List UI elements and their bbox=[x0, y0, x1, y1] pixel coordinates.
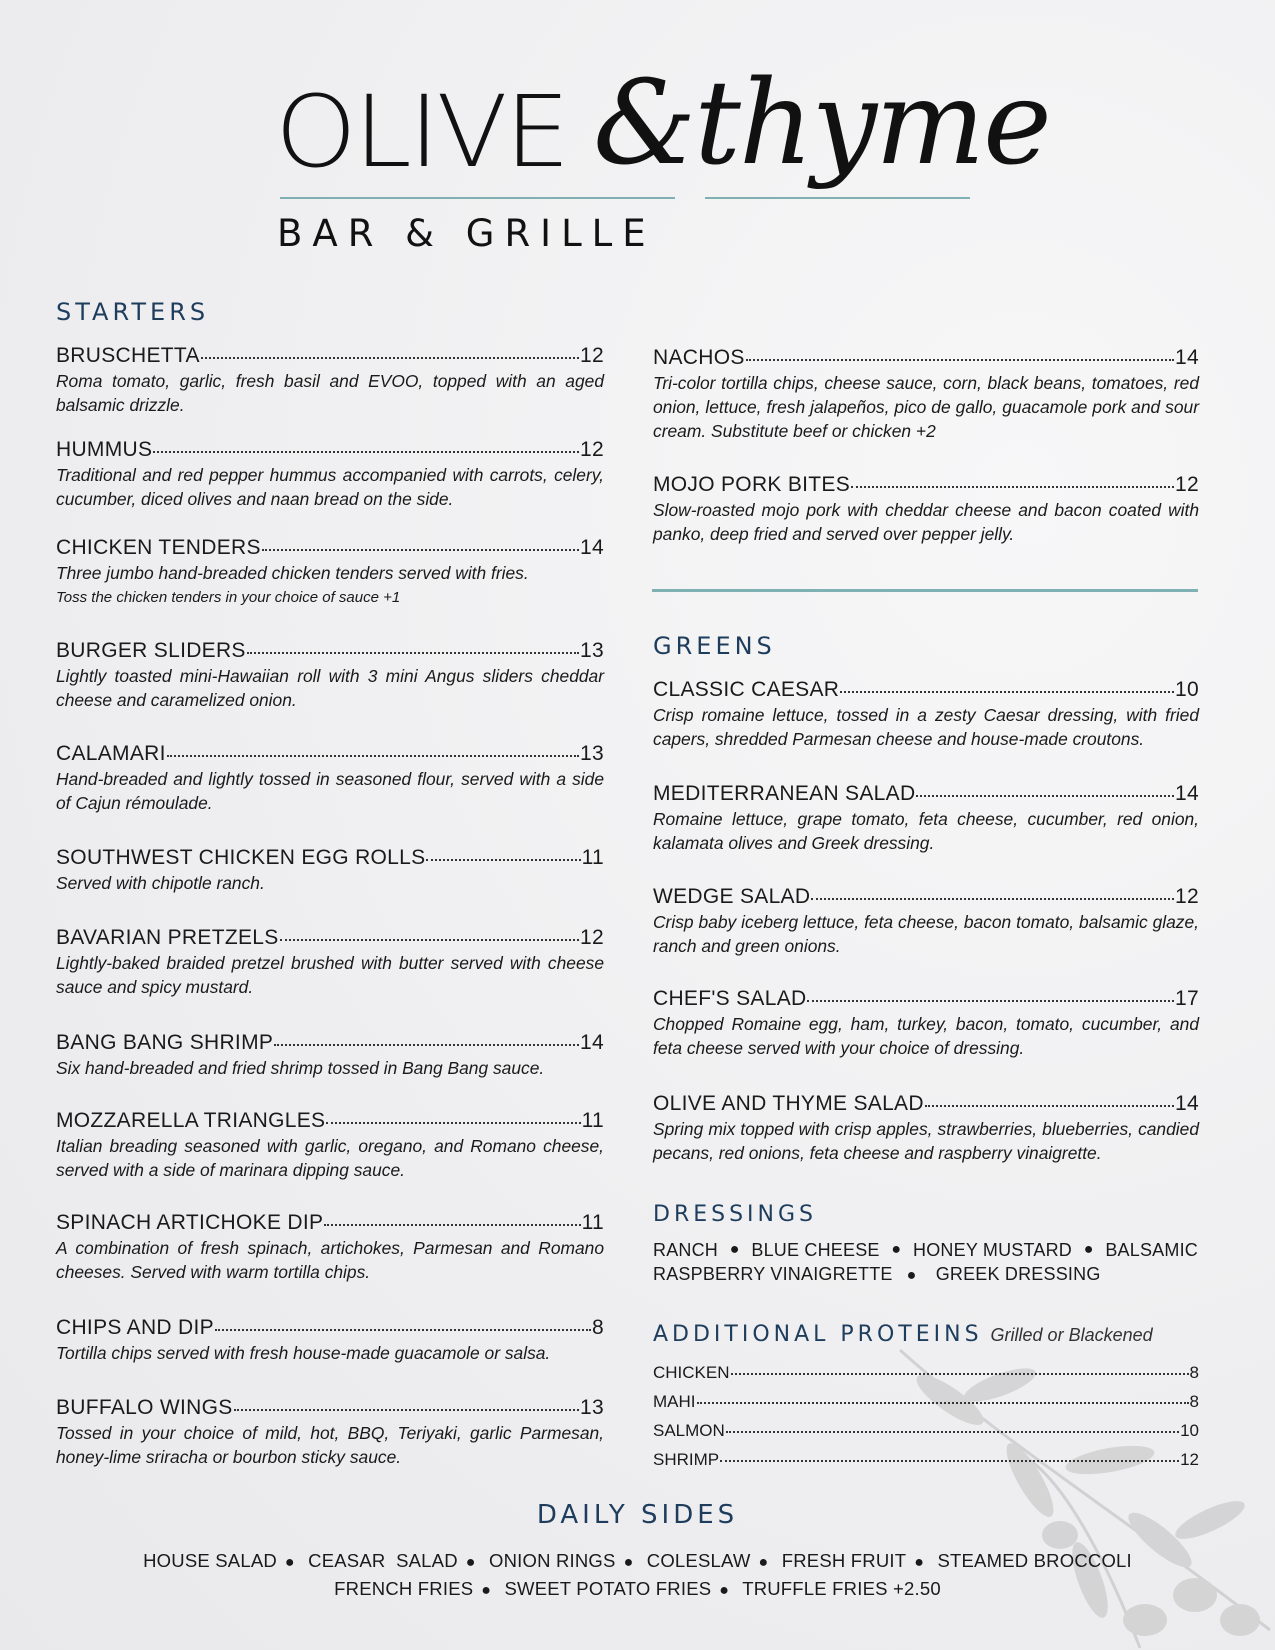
starters-heading: STARTERS bbox=[56, 298, 210, 326]
menu-item-bang-bang-shrimp bbox=[56, 1030, 604, 1080]
bullet-icon: ● bbox=[623, 1554, 634, 1571]
item-price: 8 bbox=[592, 1316, 604, 1339]
item-price: 14 bbox=[580, 536, 604, 559]
leader-dots bbox=[280, 939, 579, 941]
side-item: ONION RINGS bbox=[488, 1550, 616, 1571]
protein-price: 10 bbox=[1180, 1421, 1199, 1440]
dressings-line-2 bbox=[653, 1262, 1198, 1288]
item-description: Three jumbo hand-breaded chicken tenders served with fries. bbox=[56, 563, 529, 583]
leader-dots bbox=[731, 1373, 1189, 1375]
item-description: Lightly toasted mini-Hawaiian roll with 3 mini Angus sliders cheddar cheese and caramelized onion. bbox=[56, 666, 604, 710]
leader-dots bbox=[234, 1409, 579, 1411]
item-description: Traditional and red pepper hummus accompanied with carrots, celery, cucumber, diced olives and naan bread on the side. bbox=[56, 465, 604, 509]
item-note: Toss the chicken tenders in your choice of sauce +1 bbox=[56, 589, 401, 606]
leader-dots bbox=[201, 357, 579, 359]
item-price: 13 bbox=[580, 1396, 604, 1419]
leader-dots bbox=[720, 1460, 1179, 1462]
menu-item-chefs-salad bbox=[653, 986, 1199, 1060]
bullet-icon: ● bbox=[1083, 1241, 1094, 1258]
dressing-item: RANCH bbox=[653, 1240, 719, 1260]
leader-dots bbox=[851, 486, 1174, 488]
protein-price: 8 bbox=[1189, 1392, 1199, 1411]
protein-row bbox=[653, 1358, 1199, 1387]
dressing-item: BALSAMIC bbox=[1105, 1240, 1198, 1260]
menu-item-mojo-pork-bites bbox=[653, 472, 1199, 546]
logo-olive-text: OLIVE bbox=[275, 74, 568, 190]
item-name: CHEF'S SALAD bbox=[653, 987, 807, 1010]
proteins-list bbox=[653, 1358, 1199, 1474]
item-description: Tossed in your choice of mild, hot, BBQ, Teriyaki, garlic Parmesan, honey-lime sriracha or bourbon sticky sauce. bbox=[56, 1423, 604, 1467]
item-price: 13 bbox=[580, 742, 604, 765]
item-name: CALAMARI bbox=[56, 742, 166, 765]
protein-row bbox=[653, 1445, 1199, 1474]
item-name: BURGER SLIDERS bbox=[56, 639, 246, 662]
item-name: MEDITERRANEAN SALAD bbox=[653, 782, 916, 805]
logo-thyme-script: &thyme bbox=[593, 56, 1050, 191]
item-description: Served with chipotle ranch. bbox=[56, 873, 265, 893]
item-description: Hand-breaded and lightly tossed in seasoned flour, served with a side of Cajun rémoulade. bbox=[56, 769, 604, 813]
menu-item-buffalo-wings bbox=[56, 1395, 604, 1469]
leader-dots bbox=[274, 1044, 579, 1046]
item-description: Roma tomato, garlic, fresh basil and EVOO, topped with an aged balsamic drizzle. bbox=[56, 371, 604, 415]
bullet-icon: ● bbox=[481, 1582, 492, 1599]
protein-price: 8 bbox=[1189, 1363, 1199, 1382]
proteins-title: ADDITIONAL PROTEINS bbox=[653, 1322, 983, 1347]
item-description: Italian breading seasoned with garlic, oregano, and Romano cheese, served with a side of marinara dipping sauce. bbox=[56, 1136, 604, 1180]
leader-dots bbox=[324, 1224, 580, 1226]
item-price: 13 bbox=[580, 639, 604, 662]
menu-item-calamari bbox=[56, 741, 604, 815]
dressing-item: BLUE CHEESE bbox=[751, 1240, 880, 1260]
bullet-icon: ● bbox=[729, 1241, 740, 1258]
item-price: 11 bbox=[581, 1109, 604, 1132]
menu-item-hummus bbox=[56, 437, 604, 511]
item-name: HUMMUS bbox=[56, 438, 153, 461]
leader-dots bbox=[925, 1105, 1174, 1107]
item-description: Lightly-baked braided pretzel brushed with butter served with cheese sauce and spicy mustard. bbox=[56, 953, 604, 997]
bullet-icon: ● bbox=[719, 1582, 730, 1599]
item-price: 12 bbox=[580, 344, 604, 367]
leader-dots bbox=[746, 359, 1174, 361]
protein-name: MAHI bbox=[653, 1392, 696, 1411]
leader-dots bbox=[247, 652, 579, 654]
bullet-icon: ● bbox=[891, 1241, 902, 1258]
item-description: Tri-color tortilla chips, cheese sauce, corn, black beans, tomatoes, red onion, lettuce, fresh jalapeños, pico de gallo, guacamole pork and sour cream. Substitute beef or chicken +2 bbox=[653, 373, 1199, 441]
proteins-heading bbox=[653, 1322, 1153, 1347]
item-description: Crisp baby iceberg lettuce, feta cheese, bacon tomato, balsamic glaze, ranch and green onions. bbox=[653, 912, 1199, 956]
dressing-item: HONEY MUSTARD bbox=[913, 1240, 1072, 1260]
leader-dots bbox=[840, 691, 1174, 693]
item-name: BANG BANG SHRIMP bbox=[56, 1031, 274, 1054]
dressing-item: GREEK DRESSING bbox=[935, 1264, 1101, 1284]
menu-item-mediterranean-salad bbox=[653, 781, 1199, 855]
item-description: Six hand-breaded and fried shrimp tossed in Bang Bang sauce. bbox=[56, 1058, 545, 1078]
sides-line-2 bbox=[0, 1578, 1275, 1600]
item-description: Chopped Romaine egg, ham, turkey, bacon, tomato, cucumber, and feta cheese served with your choice of dressing. bbox=[653, 1014, 1199, 1058]
item-description: Crisp romaine lettuce, tossed in a zesty Caesar dressing, with fried capers, shredded Parmesan cheese and house-made croutons. bbox=[653, 705, 1199, 749]
item-name: CHIPS AND DIP bbox=[56, 1316, 214, 1339]
item-price: 11 bbox=[581, 846, 604, 869]
logo-rule-right bbox=[705, 197, 970, 199]
item-price: 17 bbox=[1175, 987, 1199, 1010]
logo-subtitle: BAR & GRILLE bbox=[277, 212, 656, 255]
protein-row bbox=[653, 1387, 1199, 1416]
menu-item-olive-thyme-salad bbox=[653, 1091, 1199, 1165]
item-price: 14 bbox=[1175, 346, 1199, 369]
protein-row bbox=[653, 1416, 1199, 1445]
item-price: 14 bbox=[1175, 1092, 1199, 1115]
leader-dots bbox=[726, 1431, 1179, 1433]
item-price: 12 bbox=[580, 438, 604, 461]
dressings-line-1 bbox=[653, 1238, 1198, 1262]
protein-name: SHRIMP bbox=[653, 1450, 720, 1469]
item-name: SOUTHWEST CHICKEN EGG ROLLS bbox=[56, 846, 426, 869]
menu-item-wedge-salad bbox=[653, 884, 1199, 958]
item-price: 12 bbox=[1175, 473, 1199, 496]
menu-item-chips-and-dip bbox=[56, 1315, 604, 1365]
item-name: NACHOS bbox=[653, 346, 745, 369]
bullet-icon: ● bbox=[284, 1554, 295, 1571]
leader-dots bbox=[326, 1122, 580, 1124]
dressing-item: RASPBERRY VINAIGRETTE bbox=[653, 1264, 893, 1284]
leader-dots bbox=[811, 898, 1174, 900]
item-description: Romaine lettuce, grape tomato, feta cheese, cucumber, red onion, kalamata olives and Greek dressing. bbox=[653, 809, 1199, 853]
item-description: A combination of fresh spinach, artichokes, Parmesan and Romano cheeses. Served with warm tortilla chips. bbox=[56, 1238, 604, 1282]
item-description: Tortilla chips served with fresh house-made guacamole or salsa. bbox=[56, 1343, 551, 1363]
item-name: OLIVE AND THYME SALAD bbox=[653, 1092, 924, 1115]
item-description: Spring mix topped with crisp apples, strawberries, blueberries, candied pecans, red onions, feta cheese and raspberry vinaigrette. bbox=[653, 1119, 1199, 1163]
item-price: 12 bbox=[1175, 885, 1199, 908]
leader-dots bbox=[167, 755, 579, 757]
side-item: FRESH FRUIT bbox=[781, 1550, 907, 1571]
menu-item-southwest-egg-rolls bbox=[56, 845, 604, 895]
leader-dots bbox=[262, 549, 579, 551]
leader-dots bbox=[215, 1329, 591, 1331]
leader-dots bbox=[153, 451, 579, 453]
menu-item-nachos bbox=[653, 345, 1199, 443]
restaurant-logo bbox=[275, 40, 1050, 260]
dressings-heading: DRESSINGS bbox=[653, 1202, 818, 1227]
side-item: SWEET POTATO FRIES bbox=[504, 1578, 712, 1599]
menu-item-classic-caesar bbox=[653, 677, 1199, 751]
side-item: COLESLAW bbox=[646, 1550, 751, 1571]
sides-line-1 bbox=[0, 1550, 1275, 1572]
item-name: SPINACH ARTICHOKE DIP bbox=[56, 1211, 324, 1234]
bullet-icon: ● bbox=[758, 1554, 769, 1571]
side-item: HOUSE SALAD bbox=[143, 1550, 277, 1571]
item-name: MOJO PORK BITES bbox=[653, 473, 851, 496]
protein-name: SALMON bbox=[653, 1421, 725, 1440]
item-price: 10 bbox=[1175, 678, 1199, 701]
item-name: WEDGE SALAD bbox=[653, 885, 811, 908]
side-item: STEAMED BROCCOLI bbox=[937, 1550, 1132, 1571]
proteins-subtitle: Grilled or Blackened bbox=[990, 1325, 1153, 1345]
item-description: Slow-roasted mojo pork with cheddar cheese and bacon coated with panko, deep fried and served over pepper jelly. bbox=[653, 500, 1199, 544]
side-item: TRUFFLE FRIES +2.50 bbox=[742, 1578, 941, 1599]
side-item: FRENCH FRIES bbox=[334, 1578, 474, 1599]
item-name: BUFFALO WINGS bbox=[56, 1396, 233, 1419]
item-price: 14 bbox=[1175, 782, 1199, 805]
protein-name: CHICKEN bbox=[653, 1363, 730, 1382]
item-price: 11 bbox=[581, 1211, 604, 1234]
item-price: 12 bbox=[580, 926, 604, 949]
bullet-icon: ● bbox=[906, 1267, 917, 1284]
bullet-icon: ● bbox=[914, 1554, 925, 1571]
bullet-icon: ● bbox=[465, 1554, 476, 1571]
menu-item-mozzarella-triangles bbox=[56, 1108, 604, 1182]
item-name: MOZZARELLA TRIANGLES bbox=[56, 1109, 326, 1132]
item-price: 14 bbox=[580, 1031, 604, 1054]
item-name: BAVARIAN PRETZELS bbox=[56, 926, 279, 949]
leader-dots bbox=[426, 859, 580, 861]
item-name: BRUSCHETTA bbox=[56, 344, 200, 367]
menu-item-burger-sliders bbox=[56, 638, 604, 712]
section-divider bbox=[652, 589, 1198, 592]
leader-dots bbox=[916, 795, 1174, 797]
menu-item-chicken-tenders bbox=[56, 535, 604, 610]
item-name: CLASSIC CAESAR bbox=[653, 678, 840, 701]
greens-heading: GREENS bbox=[653, 632, 776, 660]
leader-dots bbox=[697, 1402, 1189, 1404]
leader-dots bbox=[807, 1000, 1174, 1002]
side-item: CEASAR SALAD bbox=[308, 1550, 458, 1571]
dressings-list bbox=[653, 1238, 1198, 1288]
menu-item-bruschetta bbox=[56, 343, 604, 417]
menu-item-bavarian-pretzels bbox=[56, 925, 604, 999]
menu-item-spinach-artichoke-dip bbox=[56, 1210, 604, 1284]
daily-sides-heading: DAILY SIDES bbox=[536, 1500, 739, 1530]
protein-price: 12 bbox=[1180, 1450, 1199, 1469]
logo-rule-left bbox=[280, 197, 675, 199]
item-name: CHICKEN TENDERS bbox=[56, 536, 261, 559]
